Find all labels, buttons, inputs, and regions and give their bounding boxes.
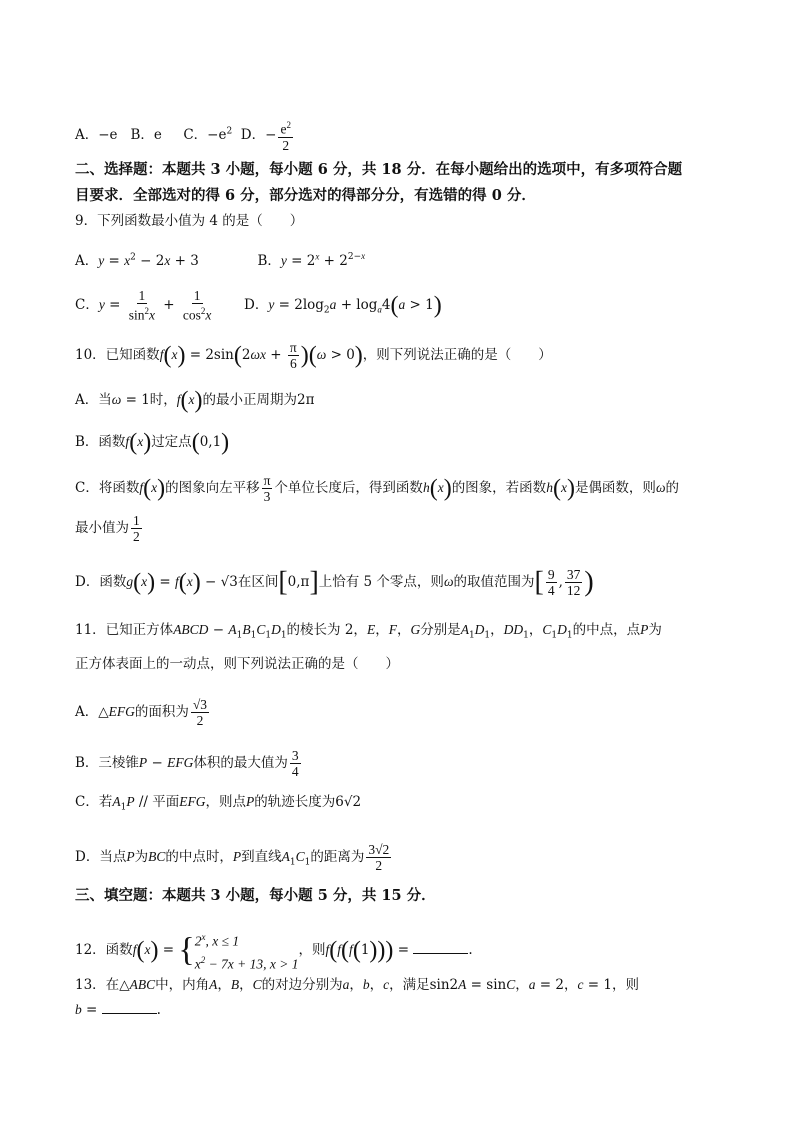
q13-stem-line1: 13．在△ABC中，内角A，B，C的对边分别为a，b，c，满足sin2A = sinC，a = 2，c = 1，则 [75, 977, 639, 993]
q10-option-d: D．函数g(x) = f(x) − √3在区间[0,π]上恰有 5 个零点，则ω的取值范围为[ $\frac{9}{4}$ , $\frac{37}{12}$ ) [75, 566, 594, 598]
q11-option-b: B．三棱锥P − EFG体积的最大值为 $\frac{3}{4}$ [75, 748, 299, 779]
q8-option-a: A．−e [75, 126, 118, 143]
q9-stem: 9．下列函数最小值为 4 的是（ ） [75, 213, 304, 229]
q11-option-c: C．若$A_1P$ // 平面EFG，则点P的轨迹长度为6√2 [75, 794, 362, 813]
q10-option-a: A．当ω = 1时，f(x)的最小正周期为2π [75, 387, 315, 414]
section3-heading: 三、填空题：本题共 3 小题，每小题 5 分，共 15 分． [75, 887, 436, 904]
q10-option-b: B．函数f(x)过定点(0,1) [75, 429, 230, 456]
q13-answer-blank [102, 1001, 157, 1014]
q11-stem-line2: 正方体表面上的一动点，则下列说法正确的是（ ） [75, 656, 399, 672]
q12-answer-blank [413, 941, 468, 954]
q9-option-b: B．$y = 2^x + 2^{2-x}$ [257, 251, 366, 269]
q9-option-a: A．$y = x^2 - 2x + 3$ [75, 252, 199, 269]
q10-option-c-line2: 最小值为 $\frac{1}{2}$ [75, 513, 140, 544]
q8-options [75, 118, 734, 153]
q8-option-d: D．− $\frac{e^2}{2}$ [240, 120, 291, 153]
section2-heading-line1: 二、选择题：本题共 3 小题，每小题 6 分，共 18 分．在每小题给出的选项中，有多项符合题 [75, 161, 683, 178]
q9-option-d: D．$y = 2\log_2a + \log_a4(a > 1)$ [244, 292, 442, 319]
q10-option-c-line1: C．将函数f(x)的图象向左平移 $\frac{\pi}{3}$ 个单位长度后，得到函数h(x)的图象，若函数h(x)是偶函数，则ω的 [75, 473, 679, 504]
q11-option-a: A．△EFG的面积为 $\frac{√3}{2}$ [75, 697, 208, 728]
q8-option-c: C．$-e^2$ [183, 126, 233, 143]
q8-option-b: B．e [130, 126, 162, 143]
q11-stem-line1: 11．已知正方体ABCD − $A_1B_1C_1D_1$的棱长为 2，E，F，G分别是$A_1D_1$，$DD_1$，$C_1D_1$的中点，点P为 [75, 622, 662, 641]
q13-stem-line2: b = . [75, 1002, 161, 1018]
section2-heading-line2: 目要求．全部选对的得 6 分，部分选对的得部分分，有选错的得 0 分． [75, 187, 536, 204]
q11-option-d: D．当点P为BC的中点时，P到直线$A_1C_1$的距离为 $\frac{3√2}{2}$ [75, 842, 390, 873]
q9-options-cd [75, 288, 734, 323]
q12-stem: 12．函数f(x) = { 2$^x$, x ≤ 1 $x^2 - 7x + 13$, x > 1 ，则f(f(f(1))) = . [75, 931, 473, 971]
q9-options-ab [75, 246, 734, 271]
q10-stem: 10．已知函数f(x) = 2sin(2ωx + $\frac{\pi}{6}$ )(ω > 0)，则下列说法正确的是（ ） [75, 340, 552, 371]
q9-option-c: C．y = $\frac{1}{\sin^2x}$ + $\frac{1}{\cos^2x}$ [75, 288, 212, 323]
